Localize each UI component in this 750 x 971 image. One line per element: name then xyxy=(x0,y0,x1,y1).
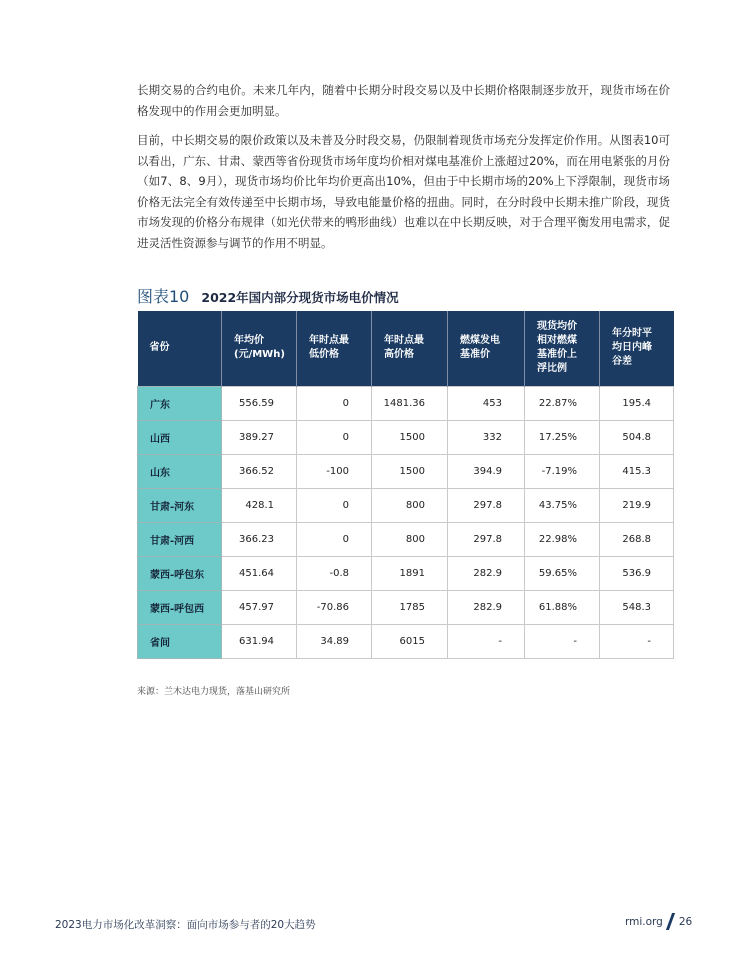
value-cell: 282.9 xyxy=(448,556,525,590)
value-cell: - xyxy=(600,624,674,658)
header-coal-benchmark: 燃煤发电 基准价 xyxy=(448,311,525,386)
value-cell: 389.27 xyxy=(222,420,297,454)
value-cell: 268.8 xyxy=(600,522,674,556)
value-cell: 59.65% xyxy=(525,556,600,590)
value-cell: 0 xyxy=(297,420,372,454)
price-table xyxy=(137,311,674,659)
footer-page-info xyxy=(625,913,692,930)
table-row xyxy=(138,386,674,420)
value-cell: 0 xyxy=(297,386,372,420)
table-row xyxy=(138,624,674,658)
value-cell: 451.64 xyxy=(222,556,297,590)
value-cell: -100 xyxy=(297,454,372,488)
footer-site[interactable]: rmi.org xyxy=(625,915,663,928)
province-cell: 甘肃-河东 xyxy=(138,488,222,522)
value-cell: 282.9 xyxy=(448,590,525,624)
table-row xyxy=(138,590,674,624)
value-cell: - xyxy=(448,624,525,658)
province-cell: 山西 xyxy=(138,420,222,454)
value-cell: 195.4 xyxy=(600,386,674,420)
table-header-row xyxy=(138,311,674,386)
value-cell: 297.8 xyxy=(448,488,525,522)
table-row xyxy=(138,420,674,454)
header-peak-valley: 年分时平 均日内峰 谷差 xyxy=(600,311,674,386)
table-row xyxy=(138,556,674,590)
value-cell: 800 xyxy=(372,522,448,556)
body-paragraph-2: 目前，中长期交易的限价政策以及未普及分时段交易，仍限制着现货市场充分发挥定价作用。从图表10可以看出，广东、甘肃、蒙西等省份现货市场年度均价相对煤电基准价上涨超过20%，而在用电紧张的月份（如7、8、9月），现货市场均价比年均价更高出10%，但由于中长期市场的20%上下浮限制，现货市场价格无法完全有效传递至中长期市场，导致电能量价格的扭曲。同时，在分时段中长期未推广阶段，现货市场发现的价格分布规律（如光伏带来的鸭形曲线）也难以在中长期反映，对于合理平衡发用电需求，促进灵活性资源参与调节的作用不明显。 xyxy=(137,133,670,250)
province-cell: 蒙西-呼包西 xyxy=(138,590,222,624)
value-cell: 1785 xyxy=(372,590,448,624)
value-cell: 0 xyxy=(297,488,372,522)
value-cell: 453 xyxy=(448,386,525,420)
value-cell: 332 xyxy=(448,420,525,454)
value-cell: 61.88% xyxy=(525,590,600,624)
value-cell: 394.9 xyxy=(448,454,525,488)
province-cell: 广东 xyxy=(138,386,222,420)
header-annual-avg: 年均价 (元/MWh) xyxy=(222,311,297,386)
body-paragraph-1: 长期交易的合约电价。未来几年内，随着中长期分时段交易以及中长期价格限制逐步放开，现货市场在价格发现中的作用会更加明显。 xyxy=(137,83,670,118)
value-cell: 1500 xyxy=(372,454,448,488)
value-cell: 504.8 xyxy=(600,420,674,454)
value-cell: -7.19% xyxy=(525,454,600,488)
value-cell: -0.8 xyxy=(297,556,372,590)
header-province: 省份 xyxy=(138,311,222,386)
value-cell: 17.25% xyxy=(525,420,600,454)
value-cell: 1891 xyxy=(372,556,448,590)
value-cell: 219.9 xyxy=(600,488,674,522)
value-cell: - xyxy=(525,624,600,658)
value-cell: 457.97 xyxy=(222,590,297,624)
source-note: 来源：兰木达电力现货，落基山研究所 xyxy=(137,687,291,697)
value-cell: 548.3 xyxy=(600,590,674,624)
value-cell: -70.86 xyxy=(297,590,372,624)
slash-divider-icon xyxy=(666,913,675,930)
table-row xyxy=(138,488,674,522)
value-cell: 0 xyxy=(297,522,372,556)
value-cell: 6015 xyxy=(372,624,448,658)
figure-label: 图表10 xyxy=(137,287,190,306)
value-cell: 22.98% xyxy=(525,522,600,556)
province-cell: 山东 xyxy=(138,454,222,488)
value-cell: 415.3 xyxy=(600,454,674,488)
value-cell: 297.8 xyxy=(448,522,525,556)
value-cell: 366.23 xyxy=(222,522,297,556)
value-cell: 34.89 xyxy=(297,624,372,658)
footer-report-title: 2023电力市场化改革洞察：面向市场参与者的20大趋势 xyxy=(55,919,316,931)
value-cell: 1481.36 xyxy=(372,386,448,420)
header-min-price: 年时点最 低价格 xyxy=(297,311,372,386)
value-cell: 536.9 xyxy=(600,556,674,590)
figure-title xyxy=(137,284,399,307)
table-row xyxy=(138,454,674,488)
header-max-price: 年时点最 高价格 xyxy=(372,311,448,386)
value-cell: 631.94 xyxy=(222,624,297,658)
province-cell: 蒙西-呼包东 xyxy=(138,556,222,590)
province-cell: 省间 xyxy=(138,624,222,658)
page-number: 26 xyxy=(678,915,693,928)
header-float-ratio: 现货均价 相对燃煤 基准价上 浮比例 xyxy=(525,311,600,386)
value-cell: 428.1 xyxy=(222,488,297,522)
figure-caption: 2022年国内部分现货市场电价情况 xyxy=(201,290,399,305)
table-row xyxy=(138,522,674,556)
value-cell: 43.75% xyxy=(525,488,600,522)
value-cell: 800 xyxy=(372,488,448,522)
value-cell: 1500 xyxy=(372,420,448,454)
value-cell: 366.52 xyxy=(222,454,297,488)
value-cell: 556.59 xyxy=(222,386,297,420)
province-cell: 甘肃-河西 xyxy=(138,522,222,556)
value-cell: 22.87% xyxy=(525,386,600,420)
